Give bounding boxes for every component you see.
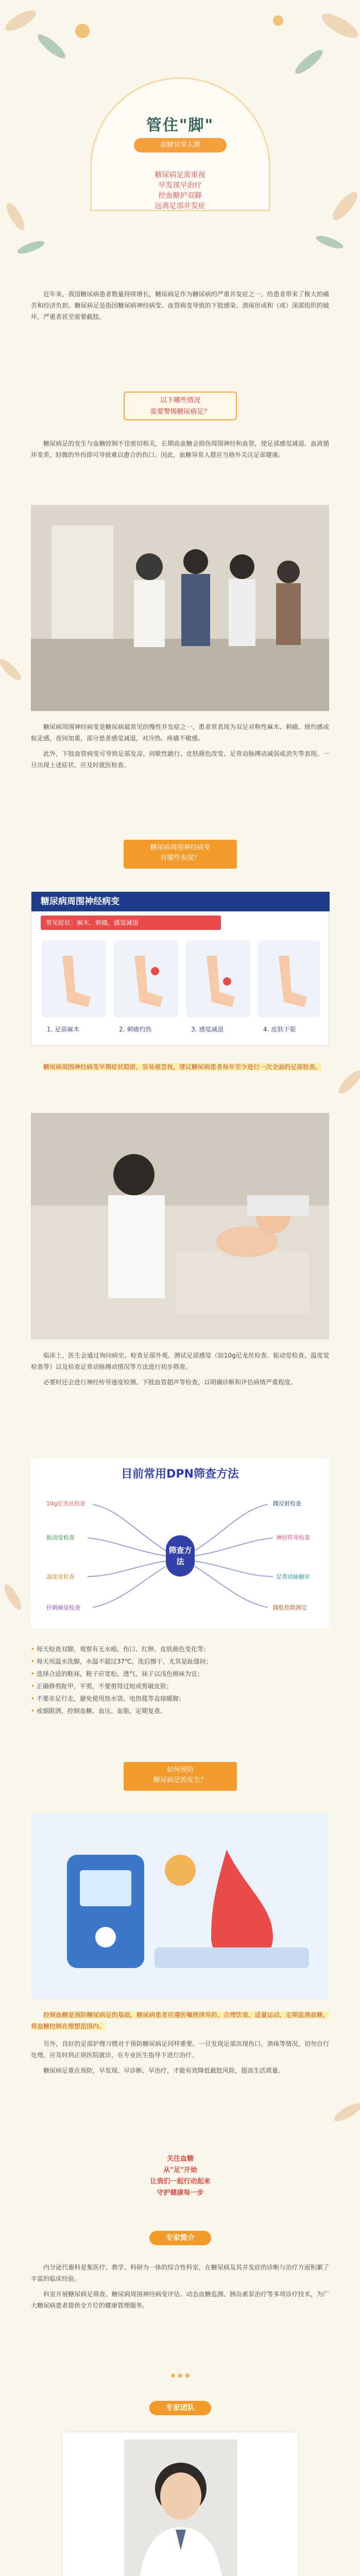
section-3 — [31, 1643, 329, 1718]
expert-portrait — [124, 2439, 237, 2576]
care-bullet: • 正确修剪趾甲，平剪，不要剪得过短或剪破皮肤； — [31, 1681, 329, 1692]
section-2-paragraph: 必要时还会进行神经传导速度检测、下肢血管超声等检查，以明确诊断和评估病情严重程度。 — [43, 1379, 297, 1386]
expert-intro-paragraph: 科室开展糖尿病足筛查、糖尿病周围神经病变评估、动态血糖监测、胰岛素泵治疗等多项诊疗技术，为广大糖尿病患者提供全方位的健康管理服务。 — [31, 2291, 329, 2309]
expert-intro-pill: 专家简介 — [149, 2231, 211, 2245]
photo-foot-exam-image — [31, 1113, 329, 1340]
divider — [169, 2370, 191, 2374]
question-box-2 — [124, 840, 237, 869]
screening-mindmap — [31, 1458, 329, 1628]
question-line: 需要警惕糖尿病足？ — [150, 408, 211, 416]
section-1-paragraph: 糖尿病周围神经病变是糖尿病最常见的慢性并发症之一，患者常表现为双足对称性麻木、刺痛、烧灼感或蚁走感，夜间加重，部分患者感觉减退，对冷热、疼痛不敏感。 — [31, 723, 329, 742]
photo-clinic-visit — [31, 505, 329, 711]
section-2-paragraph: 临床上，医生会通过询问病史、检查足部外观、测试足部感觉（如10g尼龙丝检查、振动觉检查、温度觉检查等）以及检查足背动脉搏动情况等方法进行初步筛查。 — [31, 1352, 329, 1370]
expert-card — [62, 2432, 298, 2576]
section-1-paragraph: 此外，下肢血管病变可导致足部发凉、间歇性跛行、皮肤颜色改变、足背动脉搏动减弱或消失等表现。一旦出现上述症状，应及时就医检查。 — [31, 750, 329, 769]
photo-foot-exam — [31, 1113, 329, 1340]
question-line: 有哪些表现？ — [160, 854, 200, 862]
section-1 — [31, 721, 329, 775]
figure-label: 2. 刺痛灼热 — [119, 1026, 152, 1033]
mindmap-node: 振动觉检查 — [46, 1534, 75, 1541]
mindmap-node: 踝反射检查 — [273, 1500, 301, 1507]
hero-poem — [0, 170, 360, 211]
highlight-text: 糖尿病周围神经病变早期症状隐匿，容易被忽视，建议糖尿病患者每年至少进行一次全面的足部检查。 — [43, 1063, 322, 1071]
mindmap-title: 目前常用DPN筛查方法 — [121, 1468, 239, 1481]
section-2-text — [31, 1350, 329, 1392]
glucose-illustration — [31, 1814, 329, 1999]
photo-clinic-visit-image — [31, 505, 329, 711]
hero-title: 管住"脚" — [146, 116, 214, 134]
question-line: 糖尿病足的发生？ — [153, 1776, 207, 1784]
expert-intro — [31, 2262, 329, 2315]
figure-title: 糖尿病周围神经病变 — [31, 892, 330, 911]
care-bullet: • 选择合适的鞋袜，鞋子应宽松、透气，袜子以浅色棉袜为宜； — [31, 1668, 329, 1680]
tips-line: 关注血糖 — [166, 2155, 194, 2163]
mindmap-node: 足背动脉触诊 — [276, 1573, 310, 1580]
question-line: 糖尿病周围神经病变 — [150, 844, 211, 852]
intro-paragraph: 近年来，我国糖尿病患者数量持续增长，糖尿病足作为糖尿病的严重并发症之一，给患者带来了极大的痛苦和经济负担。糖尿病足是指因糖尿病神经病变、血管病变导致的下肢感染、溃疡形成和（或）深部组织的破坏，严重者甚至需要截肢。 — [31, 291, 329, 320]
glucose-illustration-image — [31, 1814, 329, 1999]
mindmap-node: 10g尼龙丝检查 — [46, 1500, 85, 1507]
hero-poem-line: 控血糖护双脚 — [158, 192, 202, 200]
intro-paragraph: 糖尿病足的发生与血糖控制不佳密切相关，长期高血糖会损伤周围神经和血管，使足部感觉减退、血液循环变差，轻微的外伤即可导致难以愈合的伤口。因此，血糖异常人群应当格外关注足部健康。 — [31, 440, 329, 459]
hero-badge: 血糖异常人群 — [134, 138, 227, 152]
intro-section — [31, 289, 329, 327]
figure-label: 3. 感觉减退 — [191, 1026, 224, 1033]
hero-poem-line: 远离足部并发症 — [155, 202, 205, 210]
mindmap-node: 神经传导检查 — [276, 1534, 310, 1541]
question-box-1 — [124, 392, 237, 420]
question-line: 以下哪些情况 — [160, 397, 200, 404]
hero — [0, 0, 360, 268]
section-2 — [31, 1061, 329, 1073]
section-4-paragraph: 糖尿病足重在预防，早发现、早诊断、早治疗，才能有效降低截肢风险，提高生活质量。 — [43, 2067, 285, 2074]
section-4 — [31, 2009, 329, 2080]
figure-subtitle: 常见症状：麻木、刺痛、感觉减退 — [41, 916, 221, 930]
care-bullet: • 戒烟限酒，控制血糖、血压、血脂，定期复查。 — [31, 1705, 329, 1717]
intro-section-2 — [31, 438, 329, 465]
section-4-paragraph: 另外，良好的足部护理习惯对于预防糖尿病足同样重要。一旦发现足部出现伤口、溃疡等情况，切勿自行处理，应及时到正规医院就诊，在专业医生指导下进行治疗。 — [31, 2040, 329, 2059]
tips-line: 从"足"开始 — [163, 2166, 197, 2174]
question-box-3 — [124, 1762, 237, 1791]
hero-poem-line: 糖尿病足需重视 — [155, 171, 205, 179]
figure-label: 4. 皮肤干裂 — [263, 1026, 296, 1033]
expert-photo — [124, 2439, 237, 2576]
expert-intro-paragraph: 内分泌代谢科是集医疗、教学、科研为一体的综合性科室，在糖尿病及其并发症的诊断与治疗方面积累了丰富的临床经验。 — [31, 2264, 329, 2282]
section-4-highlight — [31, 2009, 329, 2032]
experts-pill: 专家团队 — [149, 2401, 211, 2415]
mindmap-node: 针刺痛觉检查 — [46, 1604, 80, 1611]
mindmap-node: 温度觉检查 — [46, 1573, 75, 1580]
neuropathy-figure — [31, 891, 329, 1046]
mindmap-node: 踝肱指数测定 — [273, 1604, 307, 1611]
highlight-text: 控制血糖是预防糖尿病足的基础，糖尿病患者应遵医嘱规律用药，合理饮食，适量运动，定期监测血糖，将血糖控制在理想范围内。 — [31, 2011, 329, 2030]
care-bullet: • 每天用温水洗脚，水温不超过37℃，洗后擦干，尤其是趾缝间； — [31, 1656, 329, 1667]
care-bullet: • 不要赤足行走，避免使用热水袋、电热毯等直接暖脚； — [31, 1693, 329, 1704]
care-bullet: • 每天检查双脚，观察有无水疱、伤口、红肿、皮肤颜色变化等； — [31, 1643, 329, 1655]
hero-poem-line: 早发现早治疗 — [158, 181, 202, 190]
tips-line: 守护健康每一步 — [157, 2189, 204, 2197]
mindmap-center: 筛查方法 — [166, 1535, 195, 1577]
question-line: 如何预防 — [166, 1766, 194, 1774]
figure-label: 1. 足部麻木 — [47, 1026, 80, 1033]
section-2-highlight — [31, 1061, 329, 1073]
tips-line: 让我们一起行动起来 — [150, 2178, 211, 2185]
tips-block — [129, 2154, 232, 2199]
